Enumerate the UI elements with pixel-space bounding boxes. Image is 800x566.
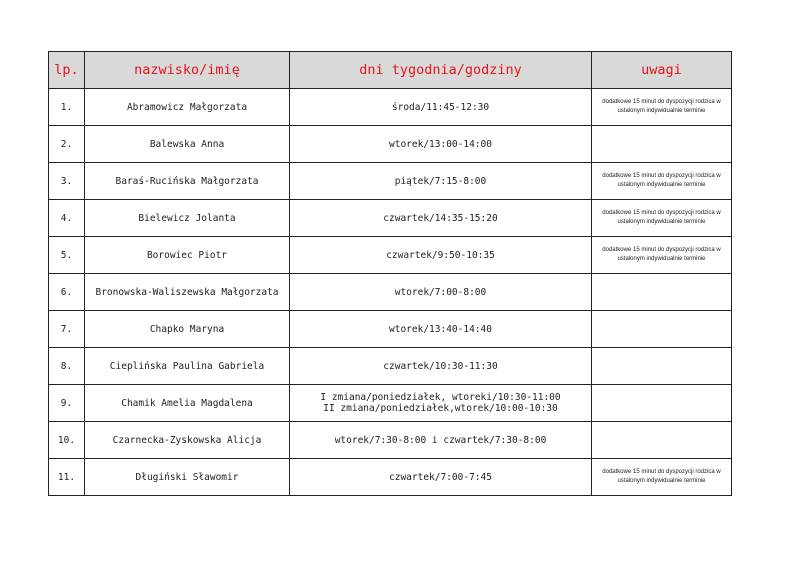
table-header-row [49, 52, 732, 89]
cell-name: Borowiec Piotr [85, 237, 290, 274]
cell-notes [592, 422, 732, 459]
cell-name: Chapko Maryna [85, 311, 290, 348]
cell-lp: 8. [49, 348, 85, 385]
cell-notes [592, 348, 732, 385]
cell-name: Chamik Amelia Magdalena [85, 385, 290, 422]
table-row [49, 163, 732, 200]
cell-lp: 1. [49, 89, 85, 126]
table-row [49, 200, 732, 237]
cell-name: Bronowska-Waliszewska Małgorzata [85, 274, 290, 311]
cell-notes [592, 126, 732, 163]
cell-notes: dodatkowe 15 minut do dyspozycji rodzica w ustalonym indywidualnie terminie [592, 200, 732, 237]
cell-notes [592, 274, 732, 311]
cell-days: czwartek/10:30-11:30 [290, 348, 592, 385]
header-days: dni tygodnia/godziny [290, 52, 592, 89]
cell-lp: 10. [49, 422, 85, 459]
cell-name: Cieplińska Paulina Gabriela [85, 348, 290, 385]
cell-notes [592, 311, 732, 348]
cell-days: wtorek/13:00-14:00 [290, 126, 592, 163]
cell-name: Baraś-Rucińska Małgorzata [85, 163, 290, 200]
cell-days: wtorek/13:40-14:40 [290, 311, 592, 348]
header-lp: lp. [49, 52, 85, 89]
header-notes: uwagi [592, 52, 732, 89]
cell-name: Czarnecka-Zyskowska Alicja [85, 422, 290, 459]
table-row [49, 459, 732, 496]
cell-lp: 5. [49, 237, 85, 274]
cell-days: piątek/7:15-8:00 [290, 163, 592, 200]
table-row [49, 237, 732, 274]
cell-days: czwartek/14:35-15:20 [290, 200, 592, 237]
cell-lp: 7. [49, 311, 85, 348]
cell-name: Abramowicz Małgorzata [85, 89, 290, 126]
cell-lp: 2. [49, 126, 85, 163]
cell-name: Balewska Anna [85, 126, 290, 163]
table-row [49, 385, 732, 422]
cell-notes: dodatkowe 15 minut do dyspozycji rodzica w ustalonym indywidualnie terminie [592, 89, 732, 126]
cell-notes: dodatkowe 15 minut do dyspozycji rodzica w ustalonym indywidualnie terminie [592, 163, 732, 200]
cell-lp: 4. [49, 200, 85, 237]
cell-days: I zmiana/poniedziałek, wtoreki/10:30-11:00 II zmiana/poniedziałek,wtorek/10:00-10:30 [290, 385, 592, 422]
cell-days: czwartek/9:50-10:35 [290, 237, 592, 274]
cell-notes [592, 385, 732, 422]
schedule-table [48, 51, 732, 496]
cell-notes: dodatkowe 15 minut do dyspozycji rodzica w ustalonym indywidualnie terminie [592, 237, 732, 274]
cell-days: środa/11:45-12:30 [290, 89, 592, 126]
table-row [49, 311, 732, 348]
cell-lp: 3. [49, 163, 85, 200]
table-row [49, 126, 732, 163]
cell-lp: 6. [49, 274, 85, 311]
cell-days: wtorek/7:00-8:00 [290, 274, 592, 311]
table-row [49, 348, 732, 385]
table-row [49, 422, 732, 459]
cell-days: czwartek/7:00-7:45 [290, 459, 592, 496]
cell-lp: 9. [49, 385, 85, 422]
cell-notes: dodatkowe 15 minut do dyspozycji rodzica w ustalonym indywidualnie terminie [592, 459, 732, 496]
cell-days: wtorek/7:30-8:00 i czwartek/7:30-8:00 [290, 422, 592, 459]
table-row [49, 274, 732, 311]
cell-name: Bielewicz Jolanta [85, 200, 290, 237]
header-name: nazwisko/imię [85, 52, 290, 89]
table-row [49, 89, 732, 126]
cell-lp: 11. [49, 459, 85, 496]
cell-name: Długiński Sławomir [85, 459, 290, 496]
